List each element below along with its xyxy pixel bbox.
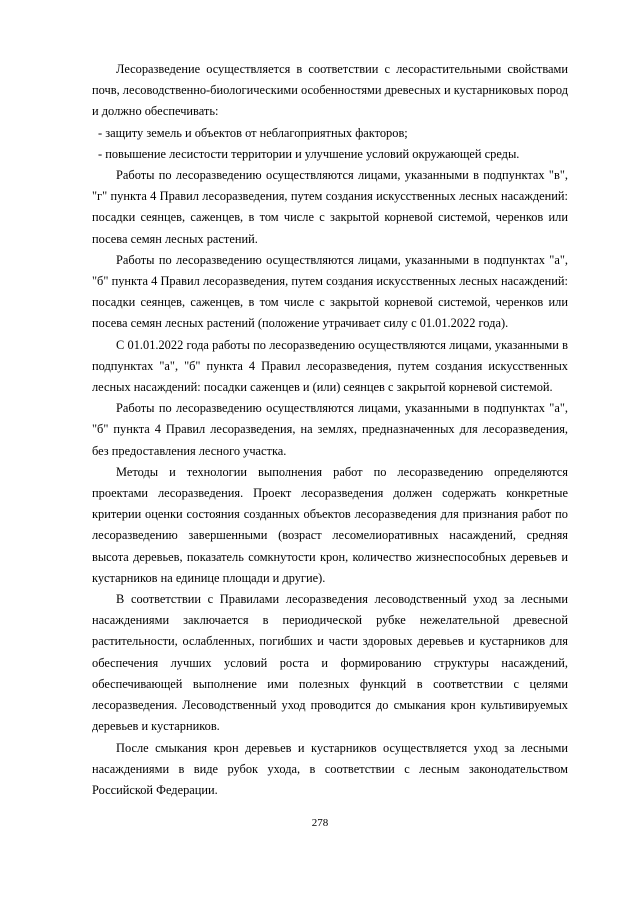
page-number: 278: [311, 817, 329, 829]
paragraph: После смыкания крон деревьев и кустарников осуществляется уход за лесными насаждениями в виде рубок ухода, в соответствии с лесным законодательством Российской Федерации.: [92, 740, 568, 797]
paragraph: Работы по лесоразведению осуществляются лицами, указанными в подпунктах "а", "б" пункта 4 Правил лесоразведения, на землях, предназначенных для лесоразведения, без предоставления лесного участка.: [92, 401, 568, 458]
paragraph: В соответствии с Правилами лесоразведения лесоводственный уход за лесными насаждениями заключается в периодической рубке нежелательной древесной растительности, ослабленных, погибших и части здоровых деревьев и кустарников для обеспечения лучших условий роста и формированию структуры насаждений, обеспечивающей выполнение ими полезных функций в соответствии с целями лесоразведения. Лесоводственный уход проводится до смыкания крон культивируемых деревьев и кустарников.: [92, 592, 568, 734]
paragraph: Методы и технологии выполнения работ по лесоразведению определяются проектами лесоразведения. Проект лесоразведения должен содержать конкретные критерии оценки состояния созданных объектов лесоразведения для признания работ по лесоразведению завершенными (возраст лесомелиоративных насаждений, средняя высота деревьев, показатель сомкнутости крон, количество жизнеспособных деревьев и кустарников на единице площади и другие).: [92, 464, 568, 585]
paragraph: Работы по лесоразведению осуществляются лицами, указанными в подпунктах "в", "г" пункта 4 Правил лесоразведения, путем создания искусственных лесных насаждений: посадки сеянцев, саженцев, в том числе с закрытой корневой системой, черенков или посева семян лесных растений.: [92, 168, 568, 246]
paragraph: С 01.01.2022 года работы по лесоразведению осуществляются лицами, указанными в подпунктах "а", "б" пункта 4 Правил лесоразведения, путем создания искусственных лесных насаждений: посадки саженцев и (или) сеянцев с закрытой корневой системой.: [92, 337, 568, 395]
body-text: [92, 59, 568, 801]
paragraph: Лесоразведение осуществляется в соответствии с лесорастительными свойствами почв, лесоводственно-биологическими особенностями древесных и кустарниковых пород и должно обеспечивать:: [92, 62, 568, 119]
list-item: - повышение лесистости территории и улучшение условий окружающей среды.: [98, 146, 520, 161]
paragraph: Работы по лесоразведению осуществляются лицами, указанными в подпунктах "а", "б" пункта 4 Правил лесоразведения, путем создания искусственных лесных насаждений: посадки сеянцев, саженцев, в том числе с закрытой корневой системой, черенков или посева семян лесных растений (положение утрачивает силу с 01.01.2022 года).: [92, 252, 568, 331]
list-item: - защиту земель и объектов от неблагоприятных факторов;: [98, 125, 408, 140]
